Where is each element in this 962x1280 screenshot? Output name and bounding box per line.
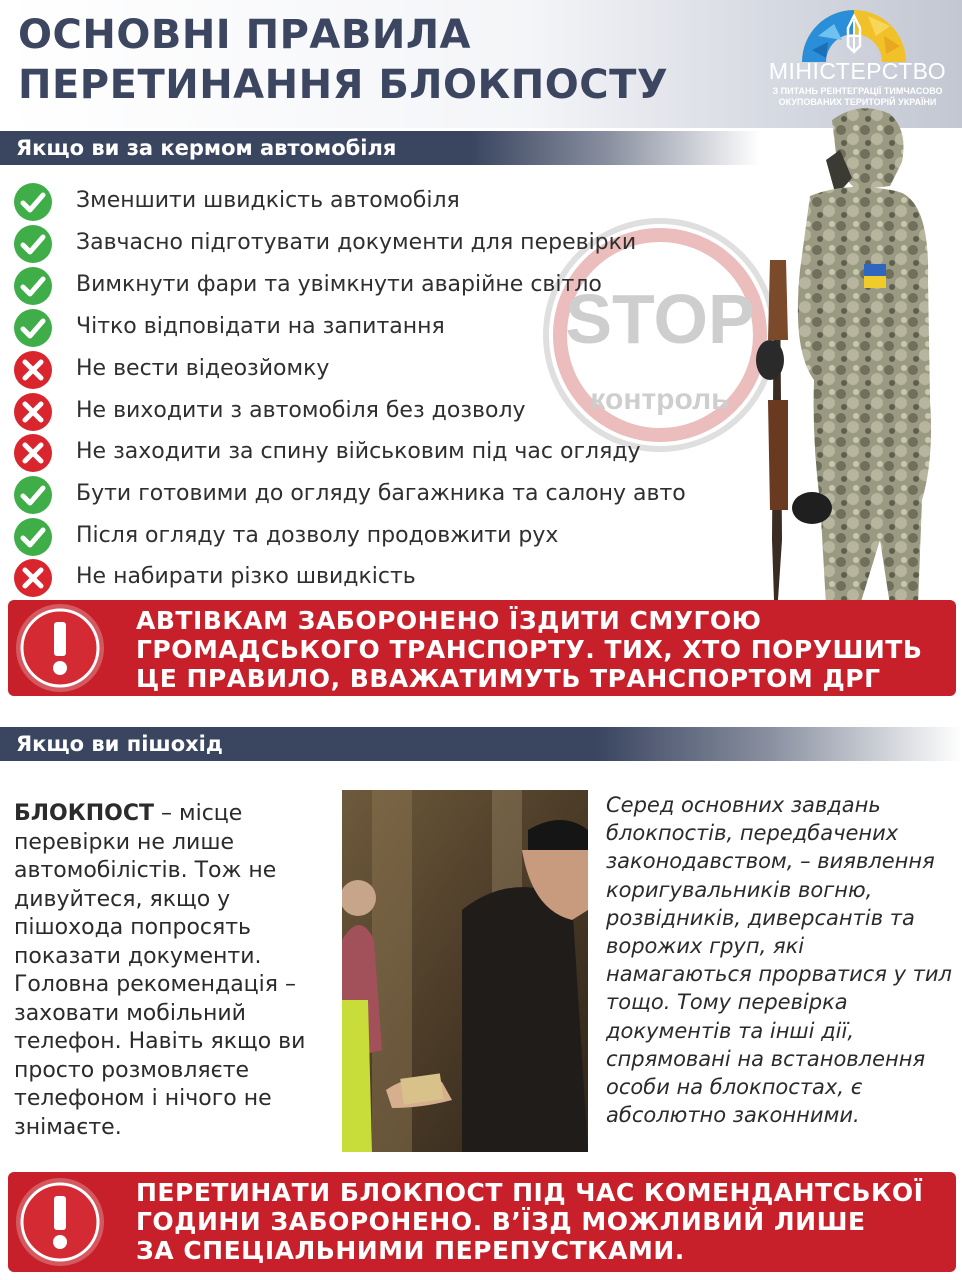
stop-sign-bottom-text: контроль bbox=[590, 383, 730, 416]
rule-text: Не вести відеозйомку bbox=[76, 356, 330, 381]
warning-text bbox=[136, 1178, 946, 1265]
list-item bbox=[14, 474, 734, 514]
check-icon bbox=[14, 518, 52, 556]
checkpoint-photo bbox=[342, 790, 588, 1152]
pedestrian-section-heading: Якщо ви пішохід bbox=[0, 727, 962, 761]
rule-text: Бути готовими до огляду багажника та салону авто bbox=[76, 481, 686, 506]
rule-text: Зменшити швидкість автомобіля bbox=[76, 188, 460, 213]
cross-icon bbox=[14, 393, 52, 431]
rule-text: Завчасно підготувати документи для перевірки bbox=[76, 230, 637, 255]
list-item bbox=[14, 349, 734, 389]
title-line-1: ОСНОВНІ ПРАВИЛА bbox=[18, 12, 472, 58]
list-item bbox=[14, 391, 734, 431]
warning-line-1: АВТІВКАМ ЗАБОРОНЕНО ЇЗДИТИ СМУГОЮ bbox=[136, 606, 762, 635]
rule-text: Після огляду та дозволу продовжити рух bbox=[76, 523, 559, 548]
warning-line-3: ЦЕ ПРАВИЛО, ВВАЖАТИМУТЬ ТРАНСПОРТОМ ДРГ bbox=[136, 664, 881, 693]
warning-banner-curfew bbox=[8, 1172, 956, 1272]
rule-text: Вимкнути фари та увімкнути аварійне світло bbox=[76, 272, 602, 297]
rule-text: Не заходити за спину військовим під час огляду bbox=[76, 439, 641, 464]
ministry-name: МІНІСТЕРСТВО bbox=[768, 58, 947, 84]
cross-icon bbox=[14, 559, 52, 597]
warning-line-3: ЗА СПЕЦІАЛЬНИМИ ПЕРЕПУСТКАМИ. bbox=[136, 1236, 685, 1265]
warning-banner-lane bbox=[8, 600, 956, 696]
list-item bbox=[14, 432, 734, 472]
ministry-subtitle-line-1: З ПИТАНЬ РЕІНТЕГРАЦІЇ ТИМЧАСОВО bbox=[772, 86, 943, 96]
warning-text bbox=[136, 606, 946, 693]
warning-line-2: ГРОМАДСЬКОГО ТРАНСПОРТУ. ТИХ, ХТО ПОРУШИТЬ bbox=[136, 635, 923, 664]
title-line-2: ПЕРЕТИНАННЯ БЛОКПОСТУ bbox=[18, 62, 669, 108]
blockpost-term: БЛОКПОСТ bbox=[14, 801, 154, 826]
pedestrian-left-paragraph bbox=[14, 800, 324, 1142]
driver-section-heading: Якщо ви за кермом автомобіля bbox=[0, 131, 760, 165]
check-icon bbox=[14, 183, 52, 221]
check-icon bbox=[14, 225, 52, 263]
soldier-image bbox=[740, 100, 962, 610]
ministry-emblem-icon bbox=[798, 6, 910, 62]
list-item bbox=[14, 181, 734, 221]
list-item bbox=[14, 223, 734, 263]
warning-line-1: ПЕРЕТИНАТИ БЛОКПОСТ ПІД ЧАС КОМЕНДАНТСЬКОЇ bbox=[136, 1178, 924, 1207]
rule-text: Не виходити з автомобіля без дозволу bbox=[76, 398, 526, 423]
warning-line-2: ГОДИНИ ЗАБОРОНЕНО. В’ЇЗД МОЖЛИВИЙ ЛИШЕ bbox=[136, 1207, 866, 1236]
list-item bbox=[14, 307, 734, 347]
page-title bbox=[18, 10, 718, 110]
list-item bbox=[14, 516, 734, 556]
list-item bbox=[14, 557, 734, 597]
exclamation-icon bbox=[12, 600, 108, 696]
rule-text: Чітко відповідати на запитання bbox=[76, 314, 445, 339]
rule-text: Не набирати різко швидкість bbox=[76, 564, 416, 589]
check-icon bbox=[14, 267, 52, 305]
check-icon bbox=[14, 476, 52, 514]
ministry-logo bbox=[760, 6, 955, 106]
list-item bbox=[14, 265, 734, 305]
stop-sign-top-text: STOP bbox=[565, 280, 755, 358]
check-icon bbox=[14, 309, 52, 347]
cross-icon bbox=[14, 434, 52, 472]
pedestrian-right-paragraph: Серед основних завдань блокпостів, передбачених законодавством, – виявлення коригувальників вогню, розвідників, диверсантів та ворожих груп, які намагаються прорватися у тил тощо. Тому перевірка документів та інші дії, спрямовані на встановлення особи на блокпостах, є абсолютно законними. bbox=[606, 793, 952, 1128]
cross-icon bbox=[14, 351, 52, 389]
ministry-subtitle-line-2: ОКУПОВАНИХ ТЕРИТОРІЙ УКРАЇНИ bbox=[778, 97, 937, 107]
pedestrian-left-text: – місце перевірки не лише автомобілістів. Тож не дивуйтеся, якщо у пішохода попросять показати документи. Головна рекомендація – заховати мобільний телефон. Навіть якщо ви просто розмовляєте телефоном і нічого не знімаєте. bbox=[14, 801, 306, 1140]
exclamation-icon bbox=[12, 1174, 108, 1270]
